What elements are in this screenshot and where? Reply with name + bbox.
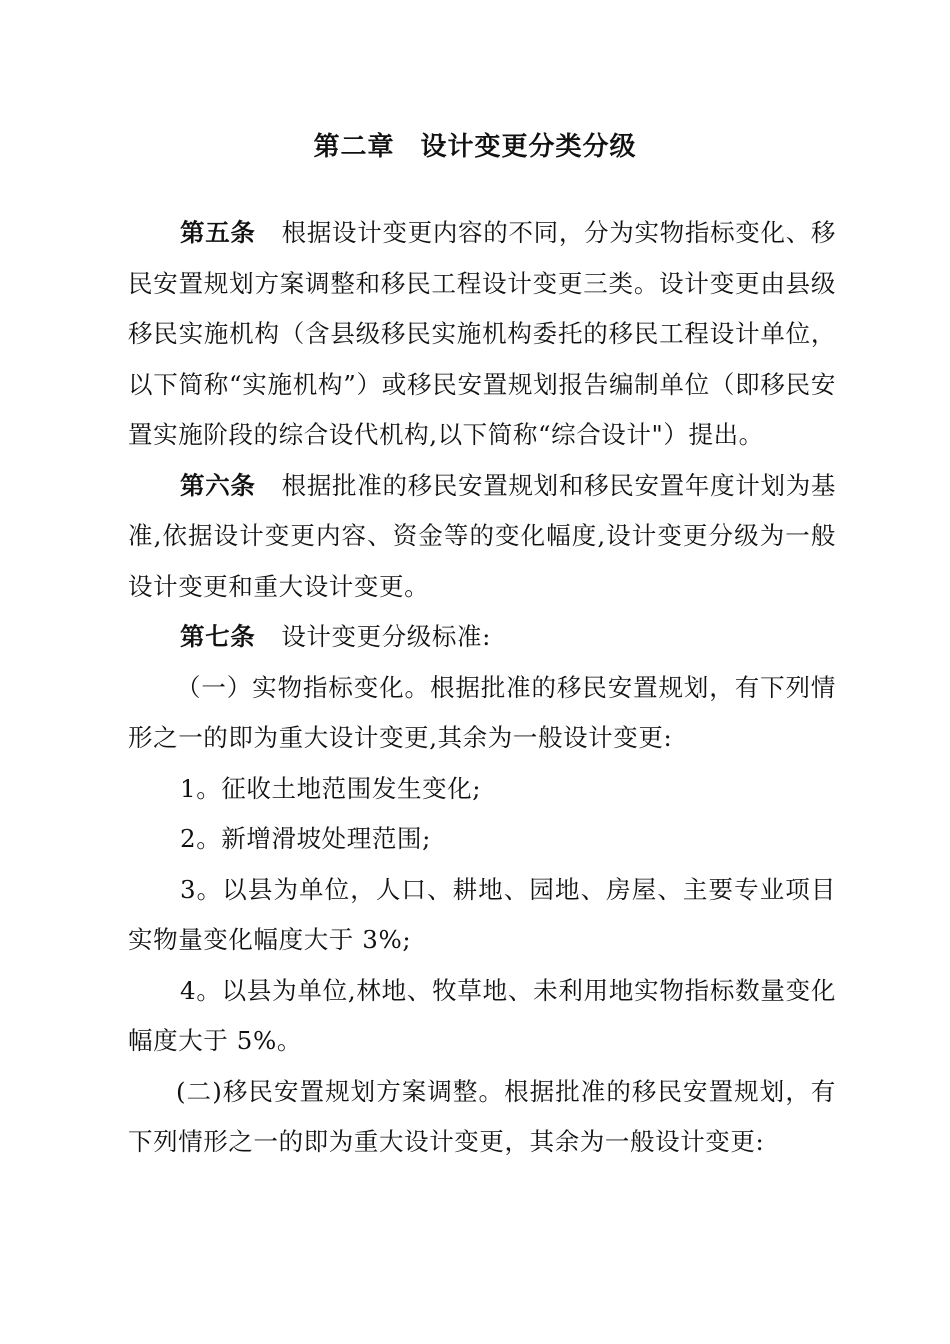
article-text: 根据批准的移民安置规划和移民安置年度计划为基准,依据设计变更内容、资金等的变化幅度,设计变更分级为一般设计变更和重大设计变更。 (128, 470, 836, 601)
clause-physical-indicators: （一）实物指标变化。根据批准的移民安置规划，有下列情形之一的即为重大设计变更,其余为一般设计变更: (128, 672, 836, 752)
list-item-land-scope: 1。征收土地范围发生变化; (180, 773, 482, 803)
article-label: 第七条 (180, 622, 256, 651)
chapter-title: 设计变更分类分级 (420, 132, 637, 162)
list-item-population-change: 3。以县为单位，人口、耕地、园地、房屋、主要专业项目实物量变化幅度大于 3%; (128, 874, 836, 954)
article-label: 第六条 (180, 470, 256, 500)
list-item-forest-change: 4。以县为单位,林地、牧草地、未利用地实物指标数量变化幅度大于 5%。 (128, 975, 836, 1055)
list-item-landslide: 2。新增滑坡处理范围; (180, 824, 431, 853)
article-text: 根据设计变更内容的不同，分为实物指标变化、移民安置规划方案调整和移民工程设计变更三类。设计变更由县级移民实施机构（含县级移民实施机构委托的移民工程设计单位，以下简称“实施机构”）或移民安置规划报告编制单位（即移民安置实施阶段的综合设代机构,以下简称“综合设计"）提出。 (128, 218, 836, 449)
article-5 (128, 208, 836, 461)
article-7 (128, 612, 836, 663)
article-label: 第五条 (180, 218, 256, 247)
article-6 (128, 461, 836, 613)
chapter-heading (0, 126, 950, 163)
article-text: 设计变更分级标准: (281, 622, 491, 651)
clause-resettlement-plan: (二)移民安置规划方案调整。根据批准的移民安置规划，有下列情形之一的即为重大设计变更，其余为一般设计变更: (128, 1076, 836, 1156)
chapter-number: 第二章 (313, 132, 395, 162)
document-body (128, 208, 836, 1168)
